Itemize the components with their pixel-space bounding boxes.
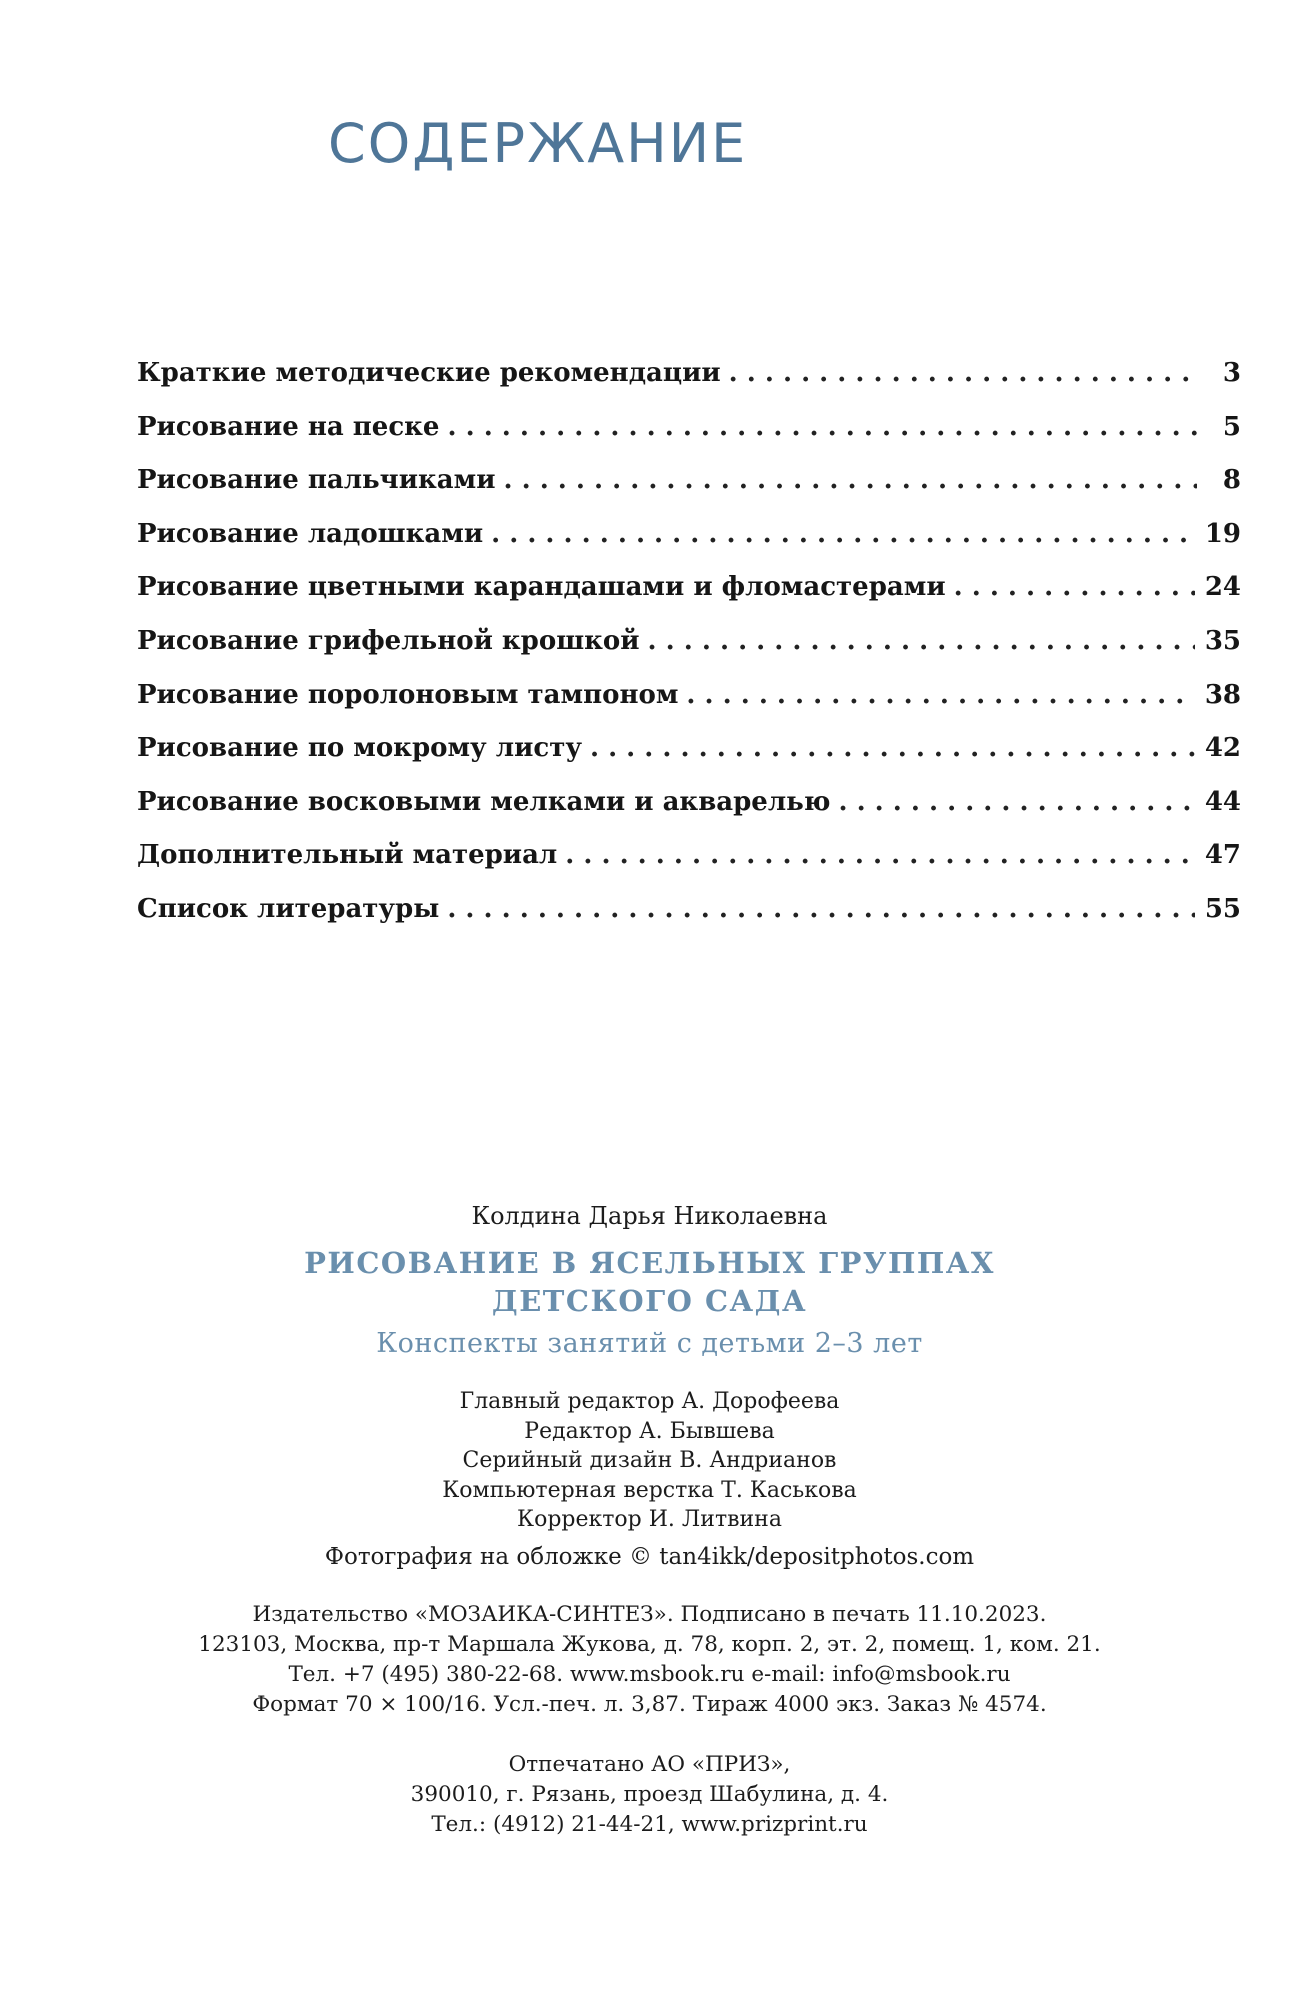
toc-entry-title: Рисование пальчиками <box>137 465 496 496</box>
toc-entry-page: 42 <box>1204 733 1241 764</box>
toc-entry-page: 3 <box>1222 358 1241 388</box>
toc-leader-dots <box>686 680 1194 710</box>
toc-entry[interactable] <box>137 626 1241 680</box>
toc-entry[interactable] <box>137 572 1241 626</box>
toc-leader-dots <box>491 519 1195 549</box>
publisher-line: Тел. +7 (495) 380-22-68. www.msbook.ru e-mail: info@msbook.ru <box>288 1661 1011 1687</box>
printer-info <box>0 1750 1299 1840</box>
toc-entry[interactable] <box>137 787 1241 841</box>
publisher-line: 123103, Москва, пр-т Маршала Жукова, д. 78, корп. 2, эт. 2, помещ. 1, ком. 21. <box>198 1631 1101 1657</box>
toc-leader-dots <box>729 358 1197 388</box>
toc-entry-title: Рисование на песке <box>137 411 440 442</box>
toc-leader-dots <box>504 465 1198 495</box>
toc-entry-page: 38 <box>1204 679 1241 710</box>
toc-entry[interactable] <box>137 519 1241 573</box>
credit-line: Компьютерная верстка Т. Каськова <box>442 1477 857 1503</box>
toc-entry-page: 44 <box>1204 786 1241 817</box>
toc-leader-dots <box>590 733 1195 763</box>
toc-entry[interactable] <box>137 894 1241 948</box>
book-title-line: РИСОВАНИЕ В ЯСЕЛЬНЫХ ГРУППАХ <box>304 1246 995 1280</box>
toc-entry[interactable] <box>137 840 1241 894</box>
toc-entry[interactable] <box>137 680 1241 734</box>
toc-entry-page: 55 <box>1204 893 1241 924</box>
toc-entry-title: Рисование ладошками <box>137 518 484 549</box>
credit-line: Главный редактор А. Дорофеева <box>459 1389 840 1414</box>
toc-entry-page: 24 <box>1204 572 1241 603</box>
printer-line: Отпечатано АО «ПРИЗ», <box>508 1751 791 1777</box>
toc-entry-page: 35 <box>1204 625 1241 656</box>
toc-leader-dots <box>838 787 1194 817</box>
book-subtitle: Конспекты занятий с детьми 2–3 лет <box>376 1328 923 1359</box>
toc-entry[interactable] <box>137 358 1241 412</box>
editorial-credits <box>0 1387 1299 1535</box>
cover-photo-credit: Фотография на обложке © tan4ikk/depositphotos.com <box>324 1543 975 1570</box>
toc-entry-page: 5 <box>1222 411 1241 442</box>
toc-entry-title: Краткие методические рекомендации <box>137 358 721 388</box>
publisher-line: Издательство «МОЗАИКА-СИНТЕЗ». Подписано в печать 11.10.2023. <box>252 1601 1047 1627</box>
toc-entry-title: Рисование цветными карандашами и фломастерами <box>137 572 946 603</box>
toc-entry-title: Рисование поролоновым тампоном <box>137 679 679 710</box>
toc-leader-dots <box>648 626 1195 656</box>
toc-entry-title: Рисование восковыми мелками и акварелью <box>137 786 831 817</box>
toc-entry[interactable] <box>137 412 1241 466</box>
credit-line: Корректор И. Литвина <box>517 1507 782 1532</box>
toc-leader-dots <box>447 894 1195 924</box>
publisher-line: Формат 70 × 100/16. Усл.-печ. л. 3,87. Тираж 4000 экз. Заказ № 4574. <box>252 1691 1047 1717</box>
author-name: Колдина Дарья Николаевна <box>471 1202 828 1230</box>
toc-leader-dots <box>565 840 1195 870</box>
toc-entry-title: Рисование грифельной крошкой <box>137 625 640 656</box>
toc-entry[interactable] <box>137 733 1241 787</box>
toc-entry-page: 47 <box>1204 840 1241 871</box>
toc-entry-title: Дополнительный материал <box>137 840 558 871</box>
imprint-block <box>0 1202 1299 1840</box>
book-title-line: ДЕТСКОГО САДА <box>491 1284 808 1318</box>
toc-entry-title: Список литературы <box>137 893 440 924</box>
credit-line: Серийный дизайн В. Андрианов <box>462 1448 837 1473</box>
publisher-info <box>0 1600 1299 1720</box>
table-of-contents <box>137 358 1241 948</box>
toc-entry-title: Рисование по мокрому листу <box>137 733 582 764</box>
toc-heading: СОДЕРЖАНИЕ <box>328 112 748 175</box>
toc-entry[interactable] <box>137 465 1241 519</box>
printer-line: 390010, г. Рязань, проезд Шабулина, д. 4. <box>410 1781 889 1807</box>
credit-line: Редактор А. Бывшева <box>524 1418 775 1444</box>
printer-line: Тел.: (4912) 21-44-21, www.prizprint.ru <box>431 1811 868 1837</box>
book-title <box>0 1244 1299 1320</box>
toc-leader-dots <box>954 572 1195 602</box>
toc-leader-dots <box>447 412 1197 442</box>
toc-entry-page: 19 <box>1204 518 1241 549</box>
toc-entry-page: 8 <box>1222 465 1241 496</box>
